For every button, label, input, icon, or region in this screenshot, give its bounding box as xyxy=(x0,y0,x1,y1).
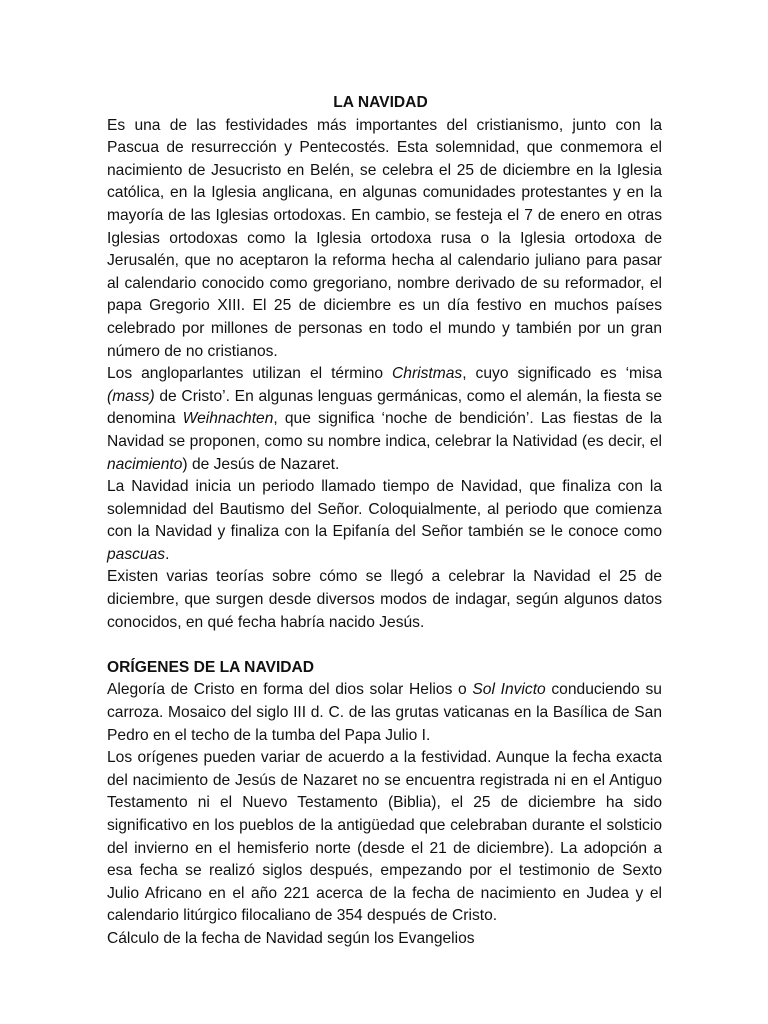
text-run: Alegoría de Cristo en forma del dios solar Helios o xyxy=(107,681,473,699)
document-title: LA NAVIDAD xyxy=(333,94,428,111)
italic-term-nacimiento: nacimiento xyxy=(107,455,183,473)
text-run: . xyxy=(165,545,170,563)
text-run: , cuyo significado es ‘misa xyxy=(462,365,662,383)
paragraph-spacer xyxy=(107,634,662,657)
document-page xyxy=(107,92,662,951)
text-run: Los angloparlantes utilizan el término xyxy=(107,365,393,383)
paragraph-theories: Existen varias teorías sobre cómo se llegó a celebrar la Navidad el 25 de diciembre, que surgen desde diversos modos de indagar, según algunos datos conocidos, en qué fecha habría nacido Jesús. xyxy=(107,568,662,631)
text-run: ) de Jesús de Nazaret. xyxy=(182,455,340,473)
section-heading-origins: ORÍGENES DE LA NAVIDAD xyxy=(107,658,315,676)
paragraph-origins: Los orígenes pueden variar de acuerdo a la festividad. Aunque la fecha exacta del nacimiento de Jesús de Nazaret no se encuentra registrada ni en el Antiguo Testamento ni el Nuevo Testamento (Biblia), el 25 de diciembre ha sido significativo en los pueblos de la antigüedad que celebraban durante el solsticio del invierno en el hemisferio norte (desde el 21 de diciembre). La adopción a esa fecha se realizó siglos después, empezando por el testimonio de Sexto Julio Africano en el año 221 acerca de la fecha de nacimiento en Judea y el calendario litúrgico filocaliano de 354 después de Cristo. xyxy=(107,749,662,925)
italic-term-christmas: Christmas xyxy=(392,365,463,383)
paragraph-intro: Es una de las festividades más importantes del cristianismo, junto con la Pascua de resurrección y Pentecostés. Esta solemnidad, que conmemora el nacimiento de Jesucristo en Belén, se celebra el 25 de diciembre en la Iglesia católica, en la Iglesia anglicana, en algunas comunidades protestantes y en la mayoría de las Iglesias ortodoxas. En cambio, se festeja el 7 de enero en otras Iglesias ortodoxas como la Iglesia ortodoxa rusa o la Iglesia ortodoxa de Jerusalén, que no aceptaron la reforma hecha al calendario juliano para pasar al calendario conocido como gregoriano, nombre derivado de su reformador, el papa Gregorio XIII. El 25 de diciembre es un día festivo en muchos países celebrado por millones de personas en todo el mundo y también por un gran número de no cristianos. xyxy=(107,116,662,360)
italic-term-weihnachten: Weihnachten xyxy=(182,410,274,428)
paragraph-christmas-period xyxy=(107,476,662,566)
text-run: de Cristo’. En algunas lenguas germánicas, como el alemán, la fiesta se denomina xyxy=(107,387,662,428)
italic-term-sol-invicto: Sol Invicto xyxy=(472,681,546,699)
text-run: , que significa ‘noche de bendición’. Las fiestas de la Navidad se proponen, como su nombre indica, celebrar la Natividad (es decir, el xyxy=(107,410,662,450)
italic-term-pascuas: pascuas xyxy=(107,545,166,563)
paragraph-calculation-title: Cálculo de la fecha de Navidad según los Evangelios xyxy=(107,929,475,947)
paragraph-allegory xyxy=(107,679,662,747)
paragraph-christmas-term xyxy=(107,363,662,476)
text-run: conduciendo su carroza. Mosaico del siglo III d. C. de las grutas vaticanas en la Basílica de San Pedro en el techo de la tumba del Papa Julio I. xyxy=(107,681,662,744)
italic-term-mass: (mass) xyxy=(107,387,155,405)
text-run: La Navidad inicia un periodo llamado tiempo de Navidad, que finaliza con la solemnidad del Bautismo del Señor. Coloquialmente, al periodo que comienza con la Navidad y finaliza con la Epifanía del Señor también se le conoce como xyxy=(107,478,662,541)
